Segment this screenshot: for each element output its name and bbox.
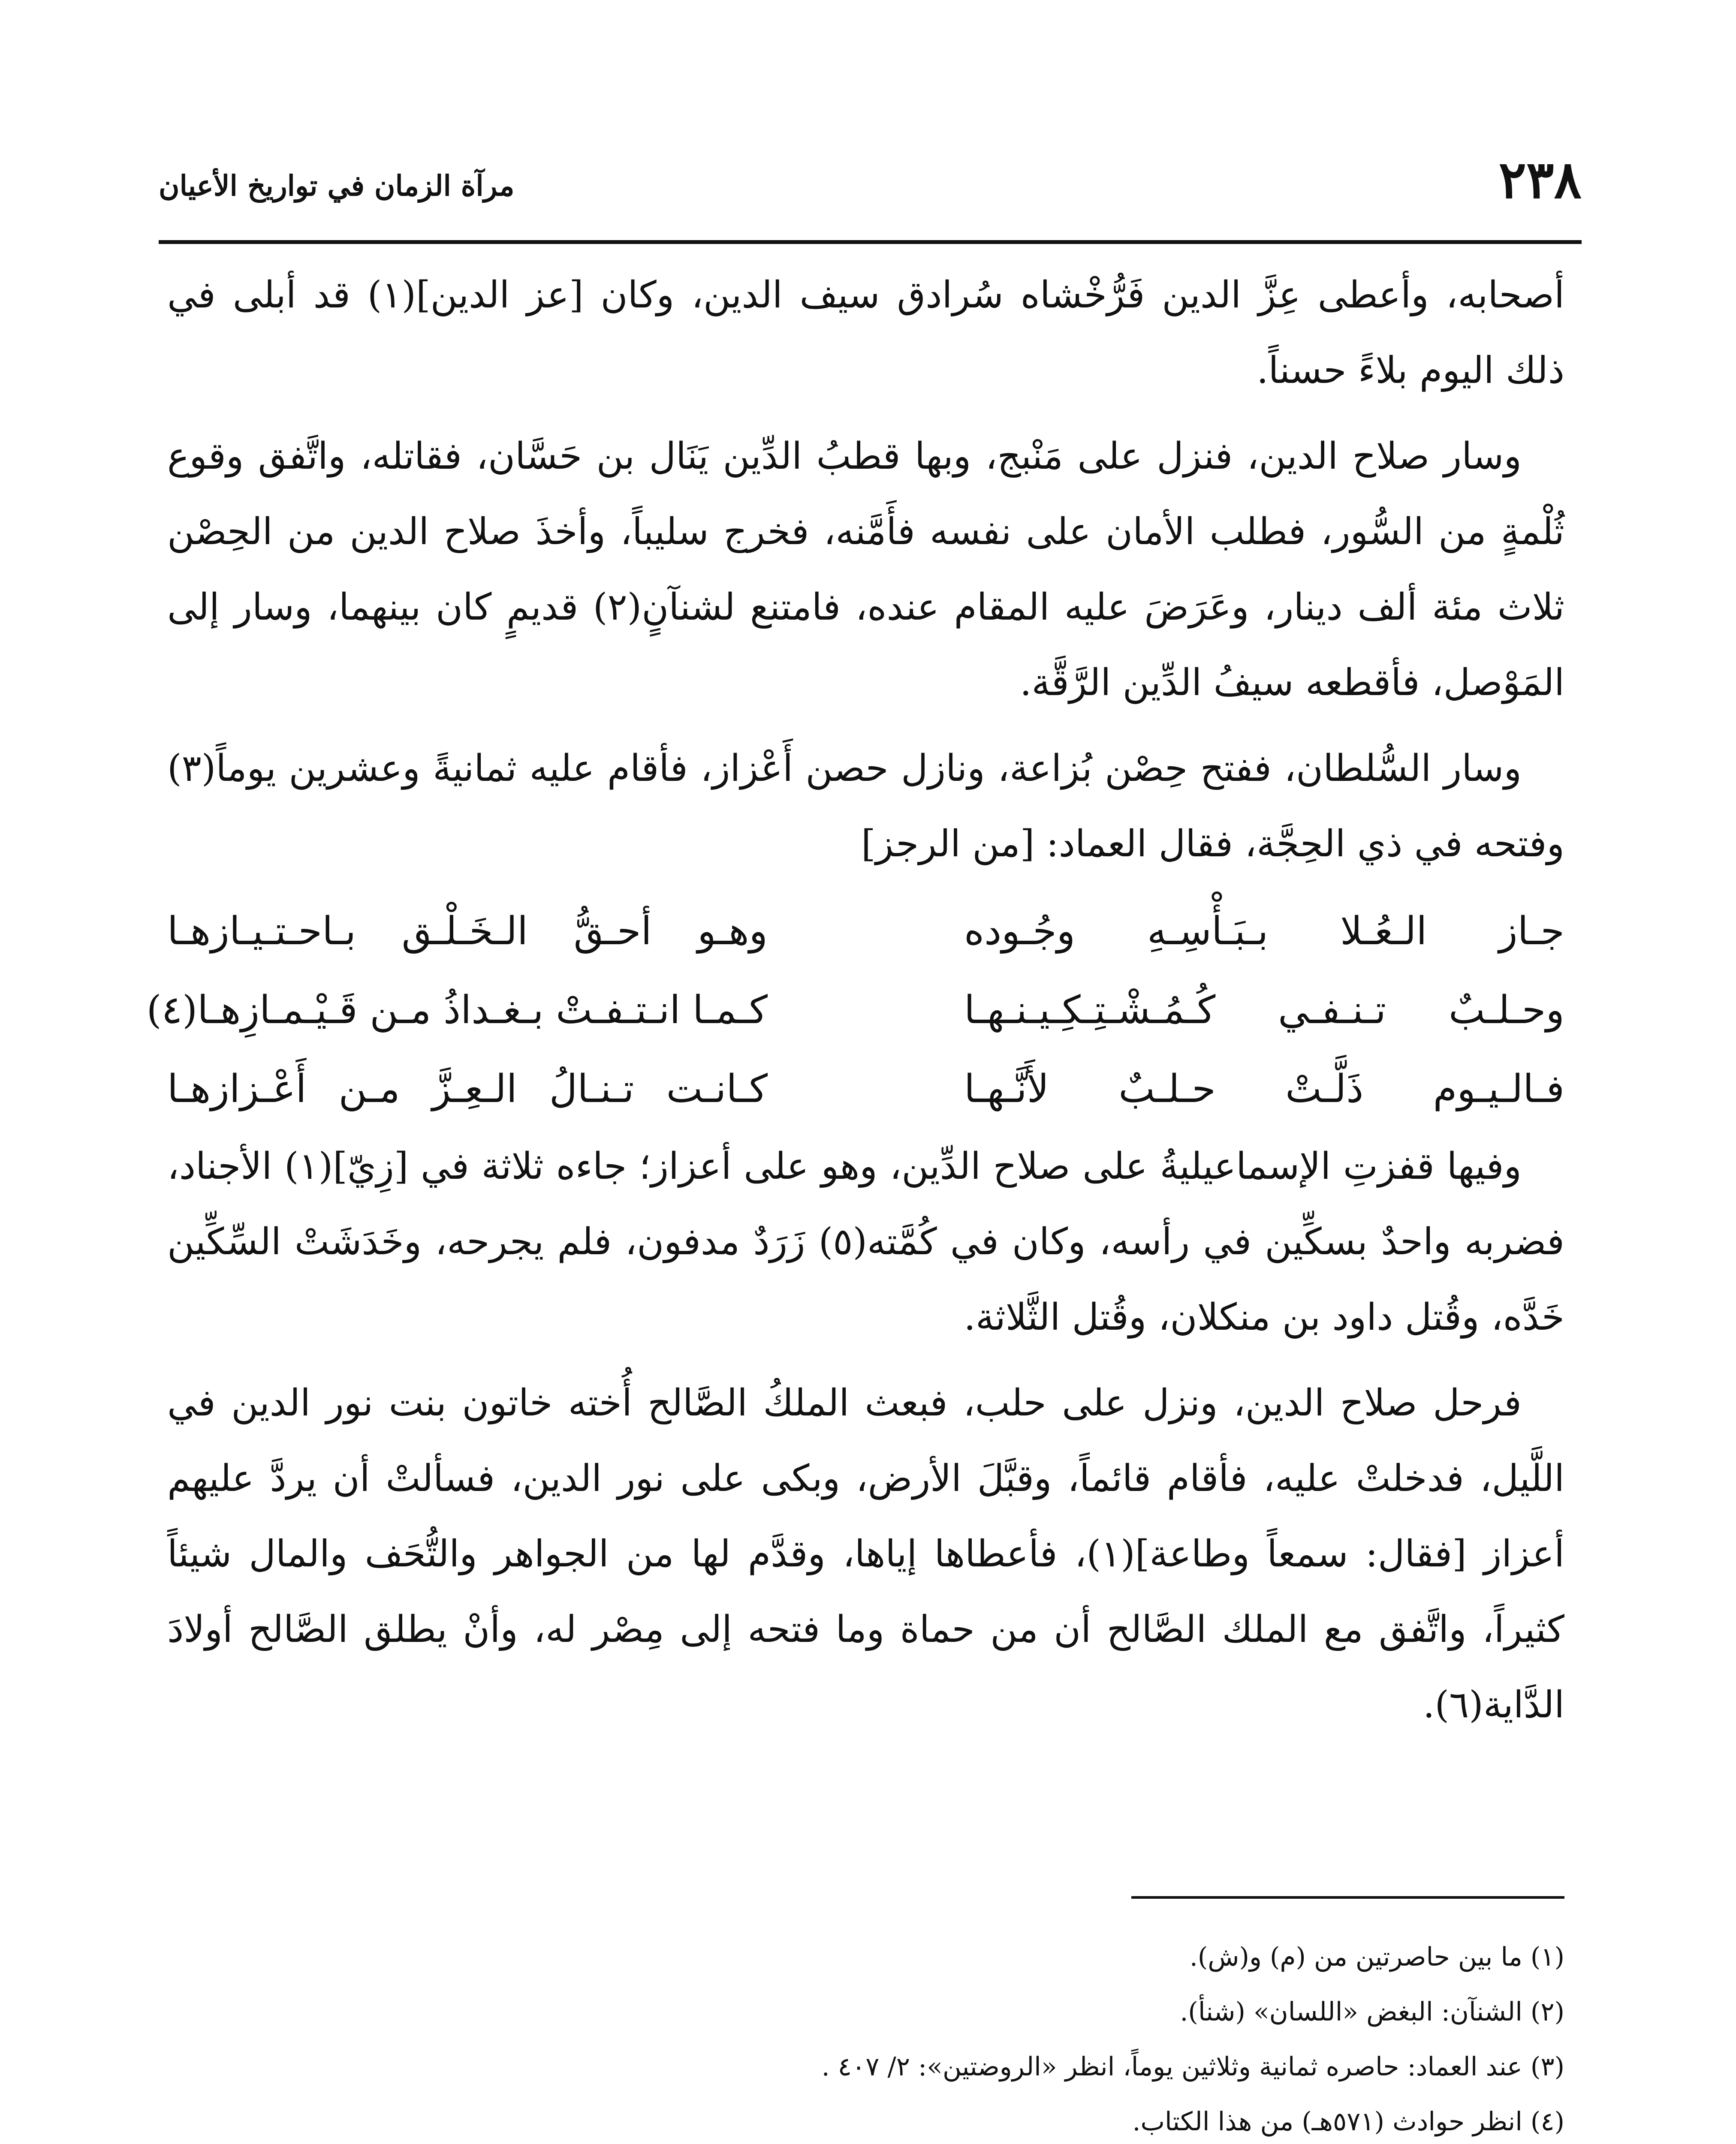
- footnotes: [167, 1930, 1564, 2144]
- footnote: (١) ما بين حاصرتين من (م) و(ش).: [1189, 1942, 1564, 1972]
- footnote: (٤) انظر حوادث (٥٧١هـ) من هذا الكتاب.: [1132, 2107, 1564, 2137]
- paragraph: وسار السُّلطان، ففتح حِصْن بُزاعة، ونازل حصن أَعْزاز، فأقام عليه ثمانيةً وعشرين يوماً(٣) وفتحه في ذي الحِجَّة، فقال العماد: [من الرجز]: [167, 747, 1564, 865]
- paragraph: وسار صلاح الدين، فنزل على مَنْبج، وبها قطبُ الدِّين يَنَال بن حَسَّان، فقاتله، واتَّفق وقوع ثُلْمةٍ من السُّور، فطلب الأمان على نفسه فأَمَّنه، فخرج سليباً، وأخذَ صلاح الدين من الحِصْن ثلاث مئة ألف دينار، وعَرَضَ عليه المقام عنده، فامتنع لشنآنٍ(٢) قديمٍ كان بينهما، وسار إلى المَوْصل، فأقطعه سيفُ الدِّين الرَّقَّة.: [167, 435, 1565, 704]
- verse-line: [167, 892, 1564, 971]
- verse-first-hemistich: فـالـيـوم ذَلَّـتْ حـلـبٌ لأَنَّـهـا: [964, 1066, 1564, 1111]
- paragraph: وفيها قفزتِ الإسماعيليةُ على صلاح الدِّين، وهو على أعزاز؛ جاءه ثلاثة في [زِيّ](١) الأجناد، فضربه واحدٌ بسكِّين في رأسه، وكان في كُمَّته(٥) زَرَدٌ مدفون، فلم يجرحه، وخَدَشَتْ السِّكِّين خَدَّه، وقُتل داود بن منكلان، وقُتل الثَّلاثة.: [167, 1145, 1564, 1339]
- verse-line: [146, 971, 1564, 1050]
- verse-second-hemistich: وهـو أحـقُّ الـخَـلْـق بـاحـتـيـازهـا: [167, 909, 768, 954]
- paragraph: أصحابه، وأعطى عِزَّ الدين فَرُّخْشاه سُرادق سيف الدين، وكان [عز الدين](١) قد أبلى في ذلك اليوم بلاءً حسناً.: [167, 274, 1564, 392]
- verse-second-hemistich: كـمـا انـتـفـتْ بـغـداذُ مـن قَـيْـمـازِهـا(٤): [146, 988, 768, 1033]
- main-text: [146, 257, 1565, 1753]
- paragraph: فرحل صلاح الدين، ونزل على حلب، فبعث الملكُ الصَّالح أُخته خاتون بنت نور الدين في اللَّيل، فدخلتْ عليه، فأقام قائماً، وقبَّلَ الأرض، وبكى على نور الدين، فسألتْ أن يردَّ عليهم أعزاز [فقال: سمعاً وطاعة](١)، فأعطاها إياها، وقدَّم لها من الجواهر والتُّحَف والمال شيئاً كثيراً، واتَّفق مع الملك الصَّالح أن من حماة وما فتحه إلى مِصْر له، وأنْ يطلق الصَّالح أولادَ الدَّاية(٦).: [167, 1382, 1564, 1726]
- page-number: ٢٣٨: [1498, 150, 1582, 210]
- verse-second-hemistich: كـانـت تـنـالُ الـعِـزَّ مـن أَعْـزازهـا: [167, 1066, 768, 1111]
- footnote: (٢) الشنآن: البغض «اللسان» (شنأ).: [1180, 1997, 1564, 2027]
- verse-line: [167, 1050, 1564, 1129]
- header-rule: [159, 240, 1582, 244]
- verse-first-hemistich: جـاز الـعُـلا بـبَـأْسِـهِ وجُـوده: [964, 909, 1564, 954]
- page-header: [159, 150, 1582, 240]
- footnote: (٣) عند العماد: حاصره ثمانية وثلاثين يوماً، انظر «الروضتين»: ٢/ ٤٠٧ .: [821, 2052, 1564, 2082]
- running-title: مرآة الزمان في تواريخ الأعيان: [159, 169, 515, 202]
- footnote-rule: [1131, 1896, 1564, 1899]
- verse-first-hemistich: وحـلـبٌ تـنـفـي كُـمُـشْـتِـكِـيـنـهـا: [964, 988, 1564, 1033]
